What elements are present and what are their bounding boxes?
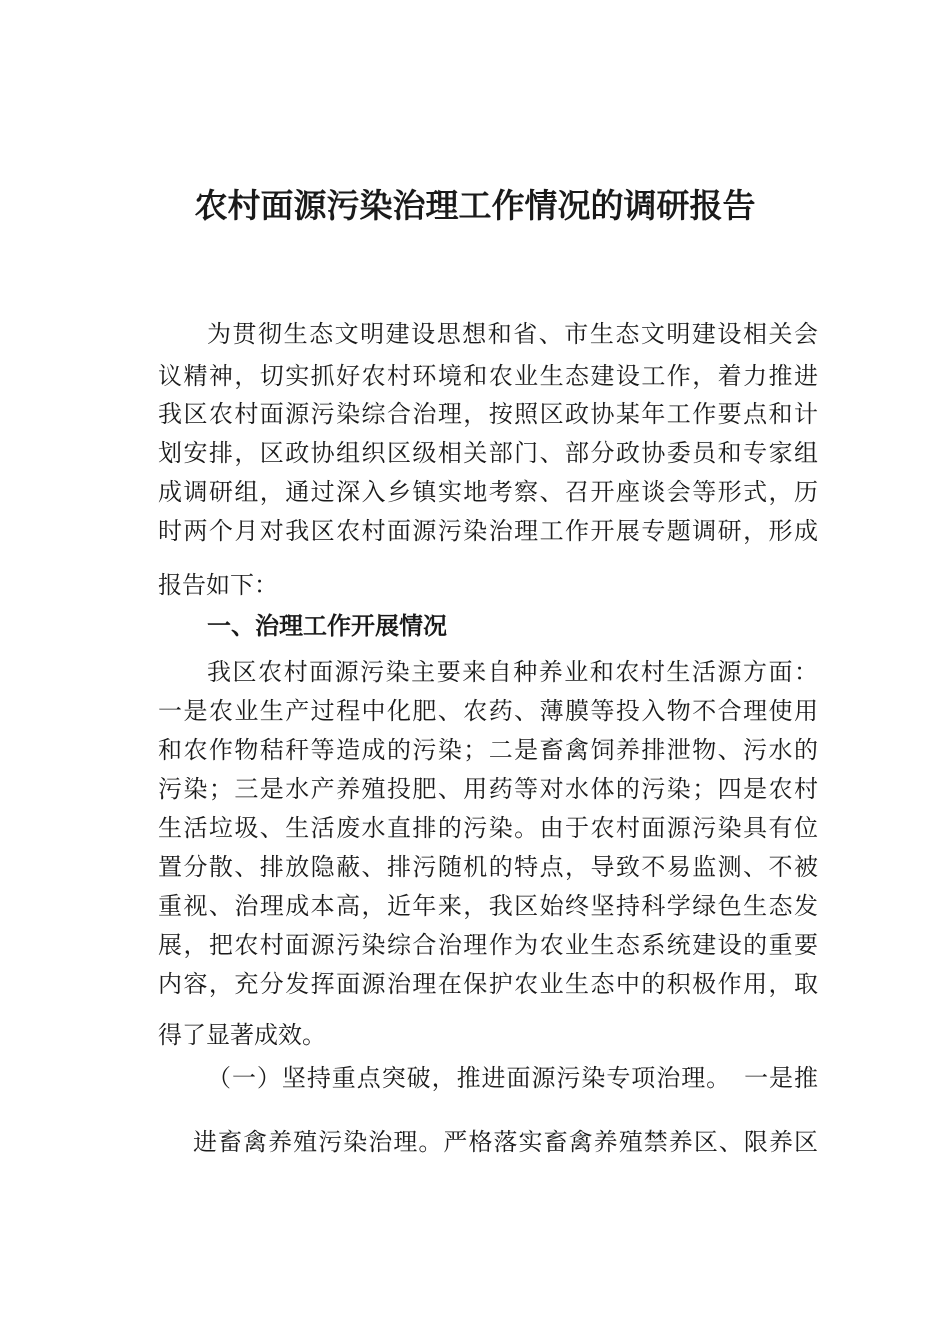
- body-line-7: 重视、治理成本高，近年来，我区始终坚持科学绿色生态发: [158, 892, 818, 920]
- document-title: 农村面源污染治理工作情况的调研报告: [194, 186, 756, 225]
- body-line-8: 展，把农村面源污染综合治理作为农业生态系统建设的重要: [158, 931, 818, 959]
- intro-line-5: 成调研组，通过深入乡镇实地考察、召开座谈会等形式，历: [158, 478, 818, 506]
- body-line-4: 污染；三是水产养殖投肥、用药等对水体的污染；四是农村: [158, 775, 818, 803]
- intro-line-2: 议精神，切实抓好农村环境和农业生态建设工作，着力推进: [158, 362, 818, 390]
- subsection-continuation: 进畜禽养殖污染治理。严格落实畜禽养殖禁养区、限养区: [193, 1128, 818, 1156]
- body-line-2: 一是农业生产过程中化肥、农药、薄膜等投入物不合理使用: [158, 697, 818, 725]
- body-line-9: 内容，充分发挥面源治理在保护农业生态中的积极作用，取: [158, 970, 818, 998]
- subsection-line: （一）坚持重点突破，推进面源污染专项治理。 一是推: [207, 1064, 818, 1092]
- intro-line-3: 我区农村面源污染综合治理，按照区政协某年工作要点和计: [158, 400, 818, 428]
- intro-line-7: 报告如下：: [158, 571, 278, 599]
- intro-line-1: 为贯彻生态文明建设思想和省、市生态文明建设相关会: [207, 320, 818, 348]
- body-line-1: 我区农村面源污染主要来自种养业和农村生活源方面：: [207, 658, 818, 686]
- body-line-10: 得了显著成效。: [158, 1021, 326, 1049]
- intro-line-4: 划安排，区政协组织区级相关部门、部分政协委员和专家组: [158, 439, 818, 467]
- section-heading: 一、治理工作开展情况: [207, 612, 447, 640]
- body-line-3: 和农作物秸秆等造成的污染；二是畜禽饲养排泄物、污水的: [158, 736, 818, 764]
- body-line-5: 生活垃圾、生活废水直排的污染。由于农村面源污染具有位: [158, 814, 818, 842]
- intro-line-6: 时两个月对我区农村面源污染治理工作开展专题调研，形成: [158, 517, 818, 545]
- body-line-6: 置分散、排放隐蔽、排污随机的特点，导致不易监测、不被: [158, 853, 818, 881]
